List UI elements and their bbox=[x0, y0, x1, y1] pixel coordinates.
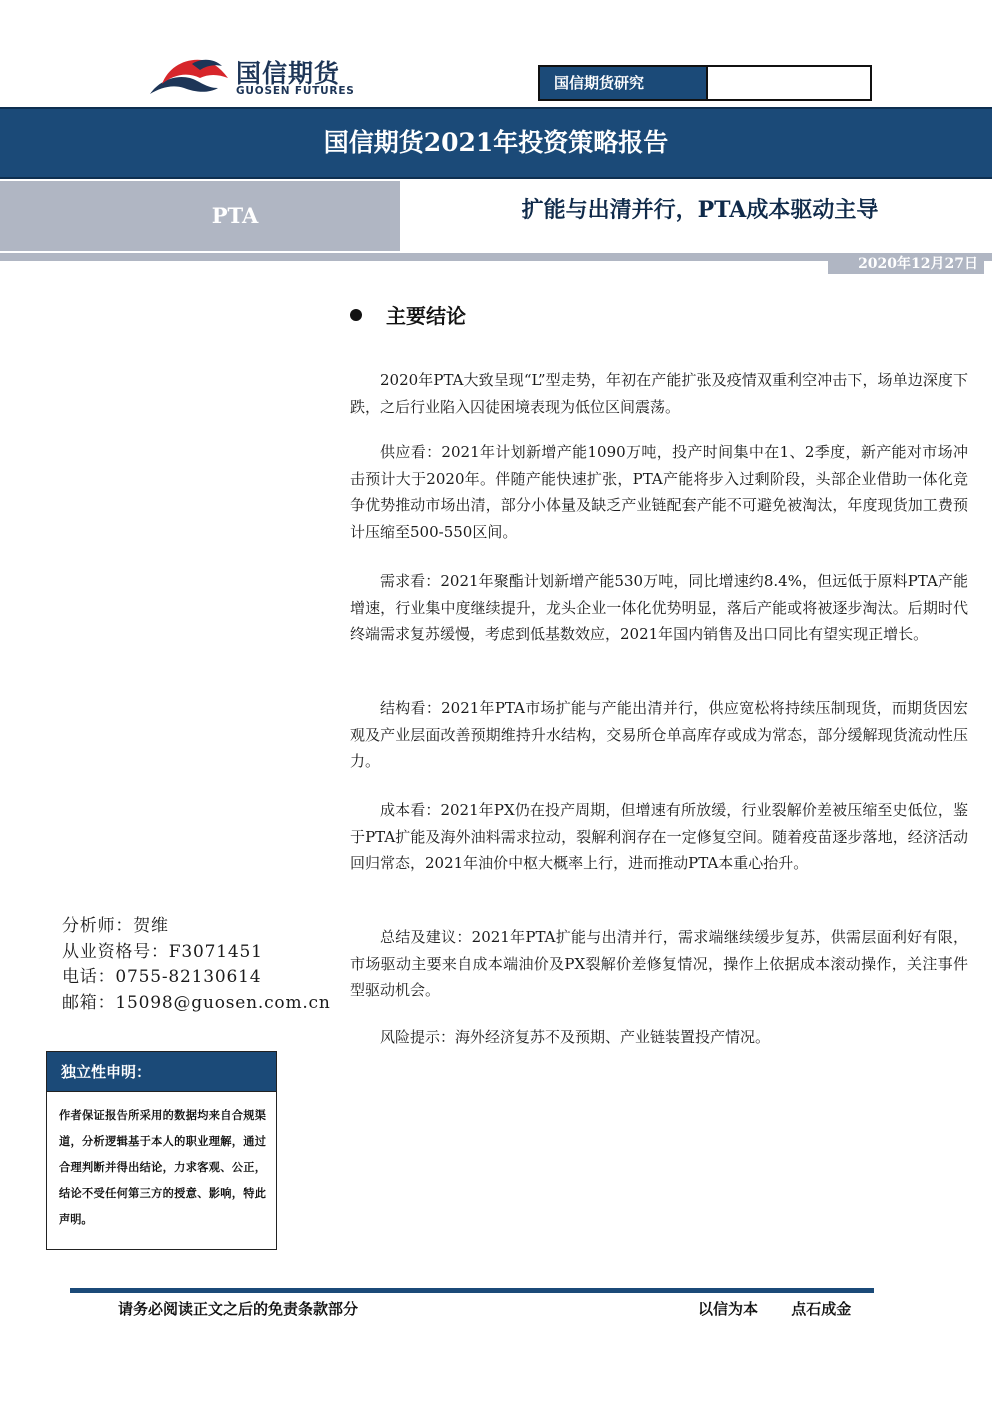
report-date: 2020年12月27日 bbox=[828, 254, 984, 274]
research-blank-field bbox=[706, 67, 870, 99]
footer-divider bbox=[70, 1288, 874, 1293]
analyst-name: 分析师：贺维 bbox=[62, 916, 169, 936]
product-band bbox=[0, 181, 400, 251]
independence-heading: 独立性申明： bbox=[47, 1052, 276, 1092]
company-logo bbox=[148, 52, 378, 102]
research-label-box bbox=[538, 65, 872, 101]
section-heading bbox=[350, 300, 466, 329]
analyst-phone: 电话：0755-82130614 bbox=[62, 967, 262, 988]
conclusion-paragraph: 供应看：2021年计划新增产能1090万吨，投产时间集中在1、2季度，新产能对市场冲击预计大于2020年。伴随产能快速扩张，PTA产能将步入过剩阶段，头部企业借助一体化竞争优势推动市场出清，部分小体量及缺乏产业链配套产能不可避免被淘汰，年度现货加工费预计压缩至500-550区间。 bbox=[350, 443, 968, 541]
conclusion-paragraph: 需求看：2021年聚酯计划新增产能530万吨，同比增速约8.4%，但远低于原料PTA产能增速，行业集中度继续提升，龙头企业一体化优势明显，落后产能或将被逐步淘汰。后期时代终端需求复苏缓慢，考虑到低基数效应，2021年国内销售及出口同比有望实现正增长。 bbox=[350, 572, 968, 644]
conclusion-paragraph: 风险提示：海外经济复苏不及预期、产业链装置投产情况。 bbox=[380, 1028, 771, 1046]
analyst-email: 邮箱：15098@guosen.com.cn bbox=[62, 993, 331, 1014]
conclusion-paragraph: 结构看：2021年PTA市场扩能与产能出清并行，供应宽松将持续压制现货，而期货因宏观及产业层面改善预期维持升水结构，交易所仓单高库存或成为常态，部分缓解现货流动性压力。 bbox=[350, 699, 968, 771]
bullet-icon bbox=[350, 309, 362, 321]
title-band bbox=[0, 107, 992, 179]
research-label: 国信期货研究 bbox=[540, 67, 706, 99]
logo-text-en: GUOSEN FUTURES bbox=[236, 85, 355, 97]
logo-mark-icon bbox=[148, 54, 234, 100]
report-title: 国信期货2021年投资策略报告 bbox=[323, 128, 669, 157]
conclusion-paragraph: 2020年PTA大致呈现“L”型走势，年初在产能扩张及疫情双重利空冲击下，场单边深度下跌，之后行业陷入囚徒困境表现为低位区间震荡。 bbox=[350, 371, 968, 416]
analyst-info bbox=[62, 914, 332, 1017]
footer-disclaimer: 请务必阅读正文之后的免责条款部分 bbox=[118, 1300, 359, 1318]
conclusion-paragraph: 成本看：2021年PX仍在投产周期，但增速有所放缓，行业裂解价差被压缩至史低位，鉴于PTA扩能及海外油料需求拉动，裂解利润存在一定修复空间。随着疫苗逐步落地，经济活动回归常态，2021年油价中枢大概率上行，进而推动PTA本重心抬升。 bbox=[350, 801, 968, 873]
conclusion-paragraph: 总结及建议：2021年PTA扩能与出清并行，需求端继续缓步复苏，供需层面利好有限，市场驱动主要来自成本端油价及PX裂解价差修复情况，操作上依据成本滚动操作，关注事件型驱动机会。 bbox=[350, 928, 968, 1000]
logo-text-cn: 国信期货 bbox=[236, 59, 341, 88]
section-title: 主要结论 bbox=[386, 304, 466, 328]
product-label: PTA bbox=[211, 203, 259, 228]
analyst-license: 从业资格号：F3071451 bbox=[62, 941, 263, 962]
independence-statement bbox=[46, 1051, 277, 1250]
footer-slogan: 以信为本 点石成金 bbox=[698, 1300, 852, 1318]
independence-text: 作者保证报告所采用的数据均来自合规渠道，分析逻辑基于本人的职业理解，通过合理判断并得出结论，力求客观、公正，结论不受任何第三方的授意、影响，特此声明。 bbox=[59, 1108, 266, 1227]
report-subtitle: 扩能与出清并行，PTA成本驱动主导 bbox=[521, 197, 879, 223]
